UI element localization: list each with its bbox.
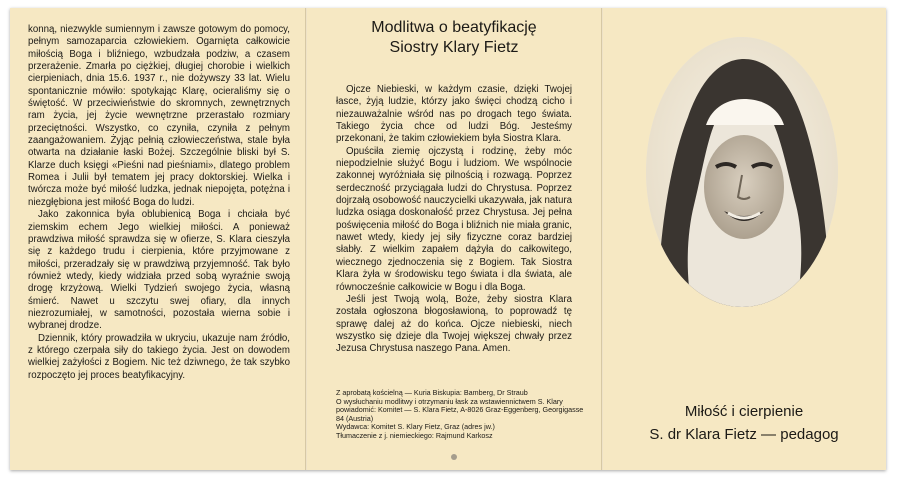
imprint-line: Tłumaczenie z j. niemieckiego: Rajmund Karkosz	[336, 430, 493, 440]
cover-subtitle-line: Miłość i cierpienie	[684, 403, 804, 420]
cover-panel	[602, 8, 886, 470]
imprint-line: O wysłuchaniu modlitwy i otrzymaniu łask za wstawiennictwem S. Klary powiadomić: Komitet — S. Klara Fietz, A-8026 Graz-Eggenberg, Georgigasse 84 (Austria)	[336, 396, 584, 423]
cover-subtitle	[602, 400, 886, 446]
biography-paragraph: konną, niezwykle sumiennym i zawsze gotowym do pomocy, pełnym samozaparcia człowiekiem. Ogarnięta całkowicie miłością Boga i bliźniego, wzbudzała podziw, a czasem przerażenie. Zmarła po ciężkiej, długiej chorobie i wielkich cierpieniach, dnia 15.6. 1937 r., nie dożywszy 33 lat. Wielu spontanicznie mówiło: spotykając Klarę, ocieraliśmy się o świętość. W przeciwieństwie do skromnych, zewnętrznych ram życia, jej życie wewnętrzne przerastało rozmiary przeciętności. Wszystko, co czyniła, czyniła z pełnym zaangażowaniem. Żyjąc pełnią człowieczeństwa, stale była otwarta na działanie łaski Bożej. Szczególnie bliski był S. Klarze duch księgi «Pieśni nad pieśniami», dlatego problem Romea i Julii był tematem jej pracy doktorskiej. Wielka i twórcza może być miłość ludzka, jednak niepojęta, potężna i niezgłębiona jest miłość Boga do ludzi.	[28, 24, 290, 208]
left-text-column	[28, 24, 290, 382]
imprint-block	[336, 389, 586, 441]
prayer-paragraph: Ojcze Niebieski, w każdym czasie, dzięki Twojej łasce, żyją ludzie, którzy jako święci chodzą cicho i niezauważalnie wśród nas po drogach tego świata. Takiego życia chce od ludzi Bóg. Jesteśmy przekonani, że takim człowiekiem była Siostra Klara.	[336, 84, 572, 145]
prayer-paragraph: Jeśli jest Twoją wolą, Boże, żeby siostra Klara została ogłoszona błogosławioną, to poprowadź tę sprawę dalej aż do końca. Ojcze niebieski, niech wszystko się dzieje dla Twojej większej chwały przez Jezusa Chrystusa naszego Pana. Amen.	[336, 293, 572, 355]
prayer-paragraph: Opuściła ziemię ojczystą i rodzinę, żeby móc niepodzielnie służyć Bogu i ludziom. We wspólnocie zakonnej wyróżniała się pilnością i rozwagą. Poprzez serdeczność przyciągała ludzi do Chrystusa. Poprzez dojrzałą osobowość nauczycielki ukazywała, jak natura ludzka osiąga doskonałość przez Chrystusa. Jej pełna poświęcenia miłość do Boga i bliźnich nie miała granic, nawet wtedy, kiedy jej siły fizyczne coraz bardziej słabły. Z wielkim zapałem dążyła do całkowitego, wiecznego zjednoczenia się z Bogiem. Tak Siostra Klara żyła w środowisku tego świata i dla świata, ale równocześnie całkowicie w Bogu i dla Boga.	[336, 145, 572, 293]
prayer-text-column	[336, 84, 572, 356]
cover-subtitle-line: S. dr Klara Fietz — pedagog	[649, 426, 839, 443]
prayer-panel	[306, 8, 602, 470]
seal-mark	[451, 454, 457, 460]
face-shape	[704, 135, 784, 239]
portrait-oval	[646, 37, 838, 307]
imprint-line: Z aprobatą kościelną — Kuria Biskupia: Bamberg, Dr Straub	[336, 388, 528, 397]
prayer-leaflet	[10, 8, 886, 470]
imprint-line: Wydawca: Komitet S. Klary Fietz, Graz (adres jw.)	[336, 422, 495, 432]
biography-paragraph: Dziennik, który prowadziła w ukryciu, ukazuje nam źródło, z którego czerpała siły do takiego życia. Jest on dowodem wielkiej zażyłości z Bogiem. Nic też dziwnego, że tak szybko rozpoczęto jej proces beatyfikacyjny.	[28, 332, 290, 381]
prayer-title-line: Siostry Klary Fietz	[389, 39, 519, 56]
prayer-title-line: Modlitwa o beatyfikację	[371, 19, 537, 36]
prayer-title	[306, 18, 602, 58]
nun-portrait	[646, 37, 838, 307]
left-panel	[10, 8, 306, 470]
biography-paragraph: Jako zakonnica była oblubienicą Boga i chciała być ziemskim echem Jego wielkiej miłości. A ponieważ prawdziwa miłość sprawdza się w ofierze, S. Klara cieszyła się z każdego trudu i cierpienia, które przyjmowane z miłości, przeradzały się w prawdziwą przyjemność. Tak było również wtedy, kiedy widziała przed sobą wyraźnie swoją drogę krzyżową. Wielki Tydzień swojego życia, własną śmierć. Nawet u szczytu swej ofiary, dla innych niezrozumiałej, w samotności, pozostała wierna sobie i wybranej drodze.	[28, 209, 290, 332]
